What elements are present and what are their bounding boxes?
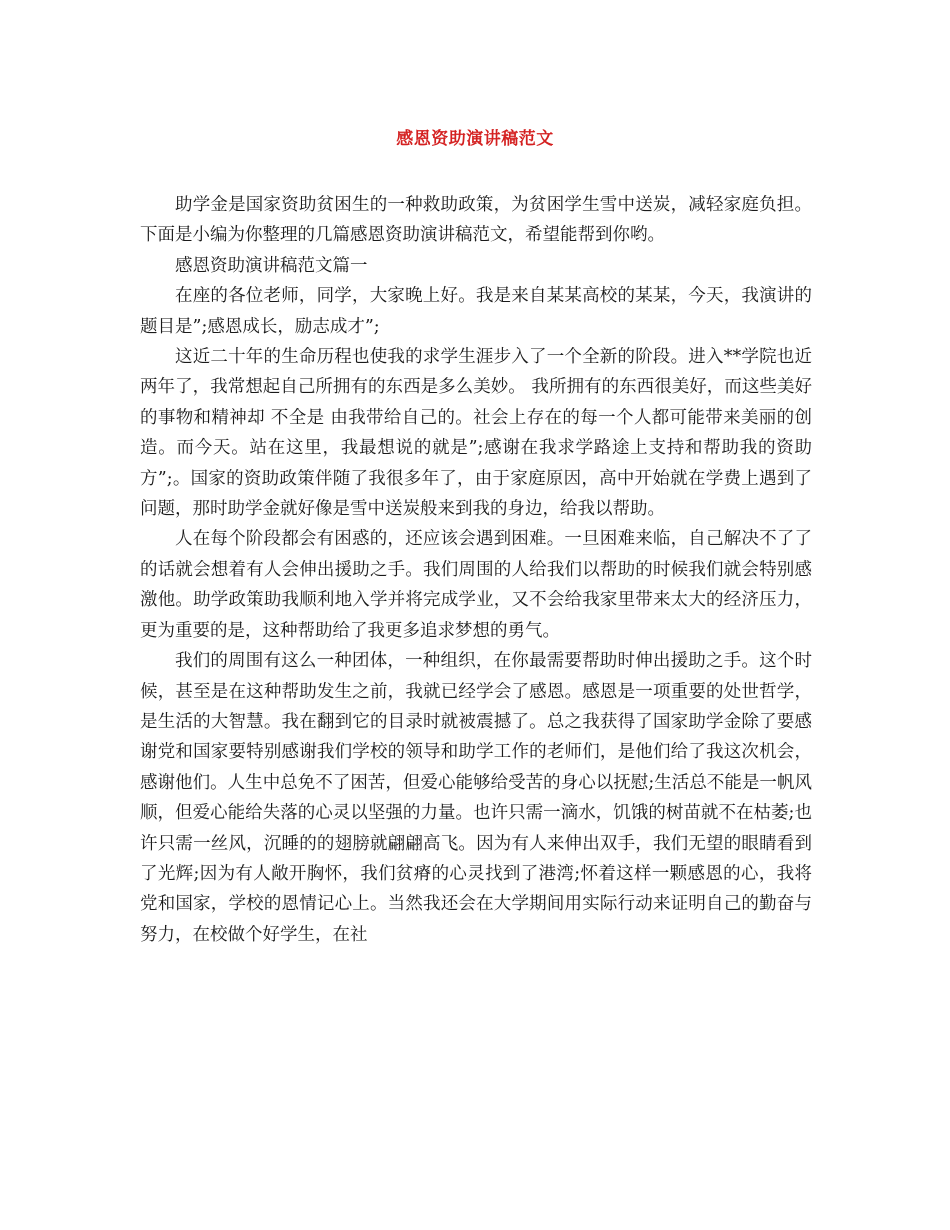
- body-paragraph: 人在每个阶段都会有困惑的，还应该会遇到困难。一旦困难来临，自己解决不了了的话就会想着有人会伸出援助之手。我们周围的人给我们以帮助的时候我们就会特别感激他。助学政策助我顺利地入学并将完成学业，又不会给我家里带来太大的经济压力，更为重要的是，这种帮助给了我更多追求梦想的勇气。: [140, 529, 812, 641]
- intro-paragraph: 助学金是国家资助贫困生的一种救助政策，为贫困学生雪中送炭，减轻家庭负担。下面是小编为你整理的几篇感恩资助演讲稿范文，希望能帮到你哟。: [140, 195, 812, 246]
- body-paragraph: 我们的周围有这么一种团体，一种组织，在你最需要帮助时伸出援助之手。这个时候，甚至是在这种帮助发生之前，我就已经学会了感恩。感恩是一项重要的处世哲学，是生活的大智慧。我在翻到它的目录时就被震撼了。总之我获得了国家助学金除了要感谢党和国家要特别感谢我们学校的领导和助学工作的老师们，是他们给了我这次机会，感谢他们。人生中总免不了困苦，但爱心能够给受苦的身心以抚慰;生活总不能是一帆风顺，但爱心能给失落的心灵以坚强的力量。也许只需一滴水，饥饿的树苗就不在枯萎;也许只需一丝风，沉睡的的翅膀就翩翩高飞。因为有人来伸出双手，我们无望的眼睛看到了光辉;因为有人敞开胸怀，我们贫瘠的心灵找到了港湾;怀着这样一颗感恩的心，我将党和国家，学校的恩情记心上。当然我还会在大学期间用实际行动来证明自己的勤奋与努力，在校做个好学生，在社: [140, 651, 812, 945]
- section-heading: 感恩资助演讲稿范文篇一: [175, 255, 368, 276]
- document-body: [140, 190, 812, 950]
- body-paragraph: 这近二十年的生命历程也使我的求学生涯步入了一个全新的阶段。进入**学院也近两年了，我常想起自己所拥有的东西是多么美妙。 我所拥有的东西很美好，而这些美好的事物和精神却 不全是 由我带给自己的。社会上存在的每一个人都可能带来美丽的创造。而今天。站在这里，我最想说的就是”;感谢在我求学路途上支持和帮助我的资助方”;。国家的资助政策伴随了我很多年了，由于家庭原因，高中开始就在学费上遇到了问题，那时助学金就好像是雪中送炭般来到我的身边，给我以帮助。: [140, 347, 812, 520]
- document-title: 感恩资助演讲稿范文: [396, 129, 554, 149]
- body-paragraph: 在座的各位老师，同学，大家晚上好。我是来自某某高校的某某，今天，我演讲的题目是”;感恩成长，励志成才”;: [140, 286, 812, 337]
